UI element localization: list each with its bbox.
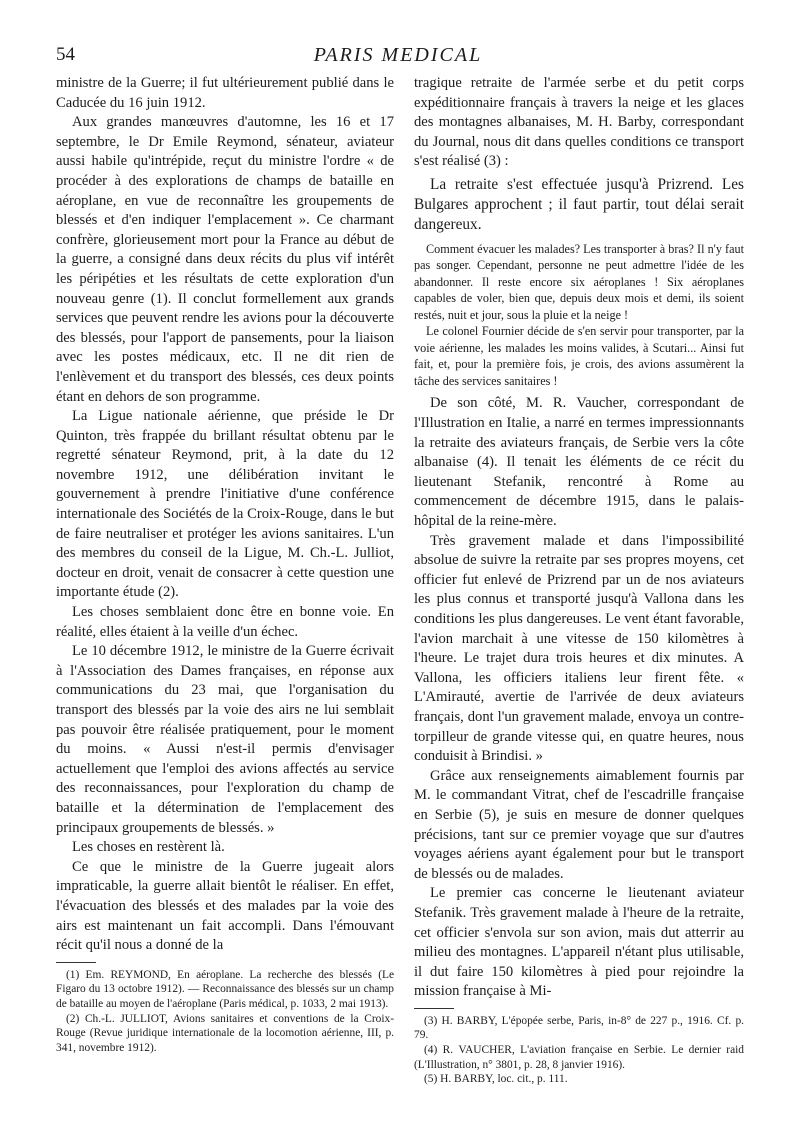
page-header	[56, 44, 740, 68]
footnote: (1) Em. REYMOND, En aéroplane. La recherche des blessés (Le Figaro du 13 octobre 1912). — Reconnaissance des blessés sur un champ de bataille au moyen de l'aéroplane (Paris médical, p. 1033, 2 mai 1913).	[56, 968, 394, 1010]
footnote-divider	[56, 962, 96, 963]
footnote: (5) H. BARBY, loc. cit., p. 111.	[424, 1073, 568, 1086]
paragraph: Le premier cas concerne le lieutenant aviateur Stefanik. Très gravement malade à l'heure de la retraite, cet officier s'envola sur son avion, mais dut atterrir au milieu des montagnes. L'appareil n'étant plus utilisable, il dut faire 150 kilomètres à pied pour rejoindre la mission française à Mi-	[414, 885, 744, 1000]
paragraph: ministre de la Guerre; il fut ultérieurement publié dans le Caducée du 16 juin 1912.	[56, 75, 394, 111]
footnotes	[56, 968, 394, 1056]
paragraph: Aux grandes manœuvres d'automne, les 16 et 17 septembre, le Dr Emile Reymond, sénateur, aviateur aussi habile qu'intrépide, reçut du ministre l'ordre « de procéder à des explorations de champs de bataille en aéroplane, en vue de reconnaître les groupements de blessés et d'en indiquer l'emplacement ». Ce charmant confrère, glorieusement mort pour la France au début de la guerre, a consigné dans deux récits du plus vif intérêt les péripéties et les résultats de cette exploration d'un nouveau genre (1). Il conclut formellement aux grands services que peuvent rendre les avions pour la découverte des blessés, pour l'apport de pansements, pour la liaison avec les postes médicaux, etc. Il ne dit rien de l'enlèvement et du transport des blessés, ces deux points étant en dehors de son programme.	[56, 114, 394, 405]
paragraph: Grâce aux renseignements aimablement fournis par M. le commandant Vitrat, chef de l'escadrille française en Serbie (5), je suis en mesure de donner quelques précisions, tant sur ce premier voyage que sur d'autres voyages aériens ayant également pour but le transport de blessés ou de malades.	[414, 767, 744, 882]
paragraph: De son côté, M. R. Vaucher, correspondant de l'Illustration en Italie, a narré en termes impressionnants la retraite des aviateurs français, de Serbie vers la côte albanaise (4). Il tenait les éléments de ce récit du lieutenant Stefanik, rencontré à Rome au commencement de décembre 1915, dans le palais-hôpital de la reine-mère.	[414, 395, 744, 530]
footnote: (2) Ch.-L. JULLIOT, Avions sanitaires et conventions de la Croix-Rouge (Revue juridique internationale de la locomotion aérienne, III, p. 341, novembre 1912).	[56, 1012, 394, 1054]
page-number: 54	[56, 44, 75, 65]
left-column	[56, 74, 394, 1055]
paragraph: Les choses en restèrent là.	[72, 839, 225, 856]
paragraph: Ce que le ministre de la Guerre jugeait alors impraticable, la guerre allait bientôt le réaliser. En effet, l'évacuation des blessés et des malades par la voie des airs est maintenant un fait accompli. Dans l'émouvant récit qu'il nous a donné de la	[56, 858, 394, 954]
paragraph: Très gravement malade et dans l'impossibilité absolue de suivre la retraite par ses propres moyens, cet officier fut enlevé de Prizrend par un de nos aviateurs les plus connus et transporté jusqu'à Vallona dans les conditions les plus dangereuses. Le vent étant favorable, l'avion marchait à une vitesse de 150 kilomètres à l'heure. Le trajet dura trois heures et dix minutes. A Vallona, les officiers italiens leur firent fête. « L'Amirauté, avertie de l'arrivée de deux aviateurs français, dont l'un gravement malade, envoya un contre-torpilleur de grande vitesse qui, en quatre heures, nous conduisit à Brindisi. »	[414, 532, 744, 765]
paragraph: La Ligue nationale aérienne, que préside le Dr Quinton, très frappée du brillant résultat obtenu par le regretté sénateur Reymond, prit, à la date du 12 novembre 1912, une délibération invitant le gouvernement à prendre l'initiative d'une conférence internationale des Sociétés de la Croix-Rouge, dans le but de faire neutraliser et protéger les avions sanitaires. L'un des membres du conseil de la Ligue, M. Ch.-L. Julliot, docteur en droit, venait de consacrer à cette question une importante étude (2).	[56, 408, 394, 601]
footnote-divider	[414, 1008, 454, 1009]
footnote: (4) R. VAUCHER, L'aviation française en Serbie. Le dernier raid (L'Illustration, n° 3801, p. 28, 8 janvier 1916).	[414, 1044, 744, 1071]
quote-paragraph: Comment évacuer les malades? Les transporter à bras? Il n'y faut pas songer. Cependant, personne ne peut admettre l'idée de les abandonner. Il reste encore six aéroplanes ! Six aéroplanes capables de voler, bien que, depuis deux mois et demi, ils soient restés, nuit et jour, sous la pluie et la neige !	[414, 241, 744, 322]
emphasized-quote: La retraite s'est effectuée jusqu'à Prizrend. Les Bulgares approchent ; il faut partir, tout délai serait dangereux.	[414, 175, 744, 233]
paragraph: tragique retraite de l'armée serbe et du petit corps expéditionnaire français à travers la neige et les glaces des montagnes albanaises, M. H. Barby, correspondant du Journal, nous dit dans quelles conditions ce transport s'est réalisé (3) :	[414, 75, 744, 170]
quote-paragraph: Le colonel Fournier décide de s'en servir pour transporter, par la voie aérienne, les malades les moins valides, à Scutari... Ainsi fut fait, et, pour la première fois, je crois, des avions assumèrent la tâche des services sanitaires !	[414, 324, 744, 388]
block-quote	[414, 241, 744, 390]
right-column	[414, 74, 744, 1087]
footnote: (3) H. BARBY, L'épopée serbe, Paris, in-8° de 227 p., 1916. Cf. p. 79.	[414, 1014, 744, 1042]
footnotes	[414, 1014, 744, 1087]
paragraph: Les choses semblaient donc être en bonne voie. En réalité, elles étaient à la veille d'un échec.	[56, 604, 394, 640]
running-title: PARIS MEDICAL	[313, 44, 483, 66]
paragraph: Le 10 décembre 1912, le ministre de la Guerre écrivait à l'Association des Dames françaises, en réponse aux communications du 23 mai, que l'organisation du transport des blessés par la voie des airs ne lui semblait pas pouvoir être réalisée pratiquement, pour le moment du moins. « Aussi n'est-il permis d'envisager actuellement que l'emploi des avions affectés au service des reconnaissances, pour l'exploration du champ de bataille et la détermination de l'emplacement des principaux groupements de blessés. »	[56, 643, 394, 836]
